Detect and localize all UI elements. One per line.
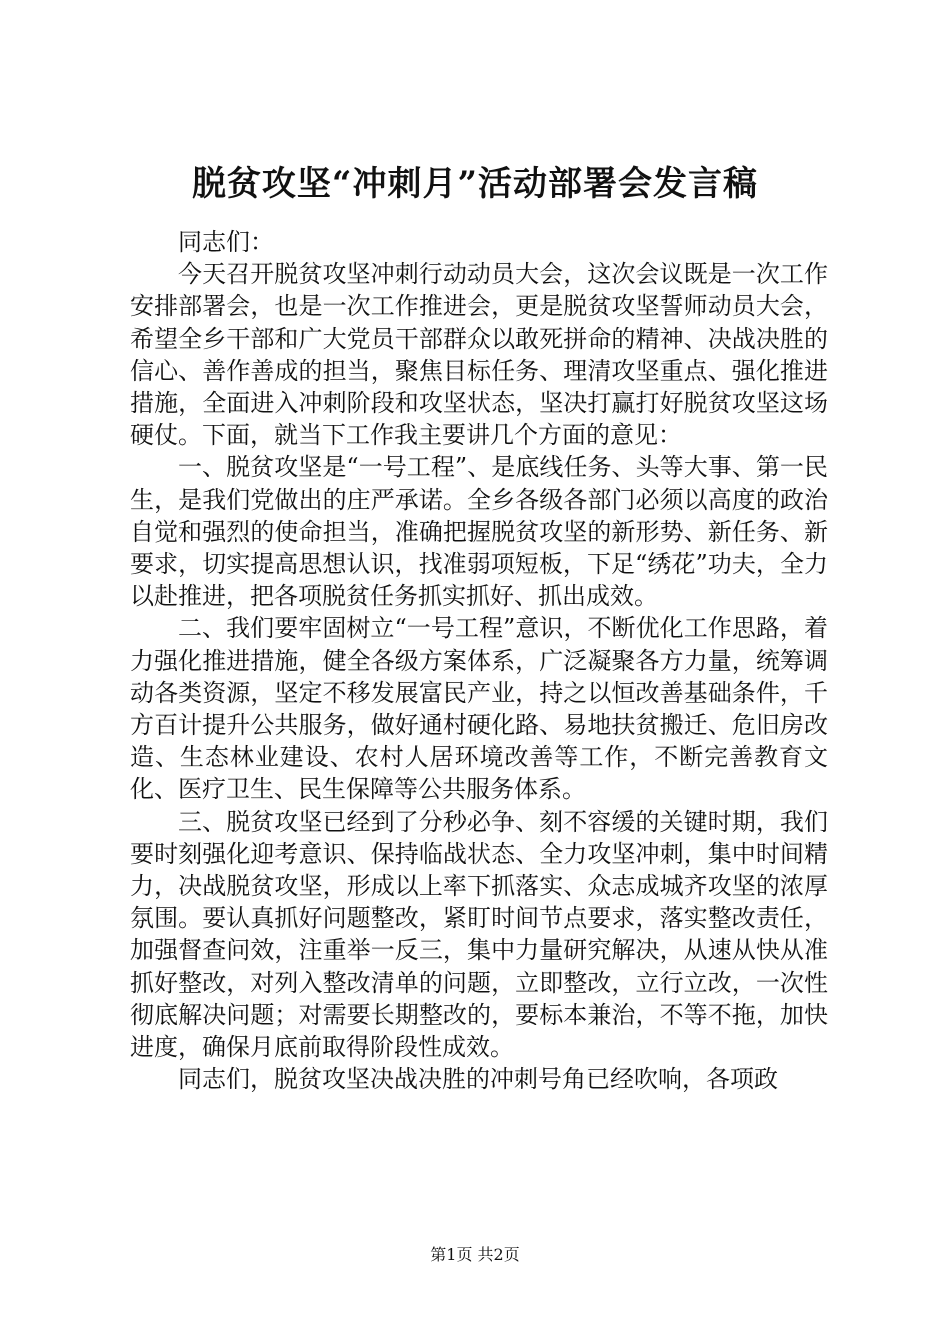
document-body <box>130 226 828 1095</box>
closing-paragraph: 同志们，脱贫攻坚决战决胜的冲刺号角已经吹响，各项政 <box>178 1065 778 1094</box>
page-footer: 第1页 共2页 <box>430 1245 520 1264</box>
intro-paragraph: 今天召开脱贫攻坚冲刺行动动员大会，这次会议既是一次工作安排部署会，也是一次工作推进会，更是脱贫攻坚誓师动员大会，希望全乡干部和广大党员干部群众以敢死拼命的精神、决战决胜的信心、善作善成的担当，聚焦目标任务、理清攻坚重点、强化推进措施，全面进入冲刺阶段和攻坚状态，坚决打赢打好脱贫攻坚这场硬仗。下面，就当下工作我主要讲几个方面的意见： <box>130 260 828 450</box>
point-one-paragraph: 一、脱贫攻坚是“一号工程”、是底线任务、头等大事、第一民生，是我们党做出的庄严承诺。全乡各级各部门必须以高度的政治自觉和强烈的使命担当，准确把握脱贫攻坚的新形势、新任务、新要求，切实提高思想认识，找准弱项短板，下足“绣花”功夫，全力以赴推进，把各项脱贫任务抓实抓好、抓出成效。 <box>130 453 828 611</box>
salutation-paragraph: 同志们： <box>178 228 274 256</box>
document-title: 脱贫攻坚“冲刺月”活动部署会发言稿 <box>191 164 759 204</box>
point-two-paragraph: 二、我们要牢固树立“一号工程”意识，不断优化工作思路，着力强化推进措施，健全各级方案体系，广泛凝聚各方力量，统筹调动各类资源，坚定不移发展富民产业，持之以恒改善基础条件，千方百计提升公共服务，做好通村硬化路、易地扶贫搬迁、危旧房改造、生态林业建设、农村人居环境改善等工作，不断完善教育文化、医疗卫生、民生保障等公共服务体系。 <box>130 614 828 804</box>
point-three-paragraph: 三、脱贫攻坚已经到了分秒必争、刻不容缓的关键时期，我们要时刻强化迎考意识、保持临战状态、全力攻坚冲刺，集中时间精力，决战脱贫攻坚，形成以上率下抓落实、众志成城齐攻坚的浓厚氛围。要认真抓好问题整改，紧盯时间节点要求，落实整改责任，加强督查问效，注重举一反三，集中力量研究解决，从速从快从准抓好整改，对列入整改清单的问题，立即整改，立行立改，一次性彻底解决问题；对需要长期整改的，要标本兼治，不等不拖，加快进度，确保月底前取得阶段性成效。 <box>130 807 828 1062</box>
